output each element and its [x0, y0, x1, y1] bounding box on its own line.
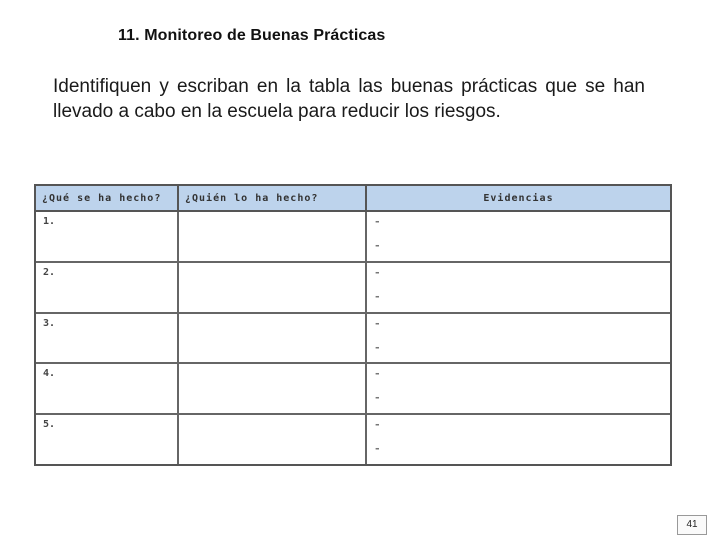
evidence-cell[interactable]: [366, 313, 670, 364]
evidence-dash: -: [374, 391, 381, 405]
evidence-dash: -: [374, 442, 381, 456]
evidence-dash: -: [374, 239, 381, 252]
table-row: [36, 414, 670, 464]
evidence-dash: -: [374, 265, 381, 279]
who-cell[interactable]: [178, 262, 366, 313]
header-what: ¿Qué se ha hecho?: [36, 186, 178, 211]
row-number-cell[interactable]: 5.: [36, 414, 178, 464]
header-who: ¿Quién lo ha hecho?: [178, 186, 366, 211]
evidence-dash: -: [374, 289, 381, 303]
who-cell[interactable]: [178, 211, 366, 262]
page-title: 11. Monitoreo de Buenas Prácticas: [118, 27, 386, 44]
header-evidence: Evidencias: [366, 186, 670, 211]
page-number-box: 41: [677, 515, 707, 535]
evidence-dash: -: [374, 215, 381, 228]
row-number-cell[interactable]: 1.: [36, 211, 178, 262]
evidence-dash: -: [374, 316, 381, 330]
table-row: [36, 363, 670, 414]
practices-table: [34, 184, 672, 466]
evidence-dash: -: [374, 340, 381, 354]
evidence-cell[interactable]: [366, 363, 670, 414]
instructions-text: Identifiquen y escriban en la tabla las buenas prácticas que se han llevado a cabo en la escuela para reducir los riesgos.: [53, 76, 645, 122]
table-row: [36, 262, 670, 313]
evidence-dash: -: [374, 367, 381, 381]
who-cell[interactable]: [178, 414, 366, 464]
table-row: [36, 211, 670, 262]
row-number-cell[interactable]: 4.: [36, 363, 178, 414]
table-row: [36, 313, 670, 364]
who-cell[interactable]: [178, 313, 366, 364]
row-number-cell[interactable]: 3.: [36, 313, 178, 364]
evidence-cell[interactable]: [366, 414, 670, 464]
evidence-cell[interactable]: [366, 211, 670, 262]
table-header-row: [36, 186, 670, 211]
who-cell[interactable]: [178, 363, 366, 414]
evidence-cell[interactable]: [366, 262, 670, 313]
evidence-dash: -: [374, 418, 381, 432]
row-number-cell[interactable]: 2.: [36, 262, 178, 313]
